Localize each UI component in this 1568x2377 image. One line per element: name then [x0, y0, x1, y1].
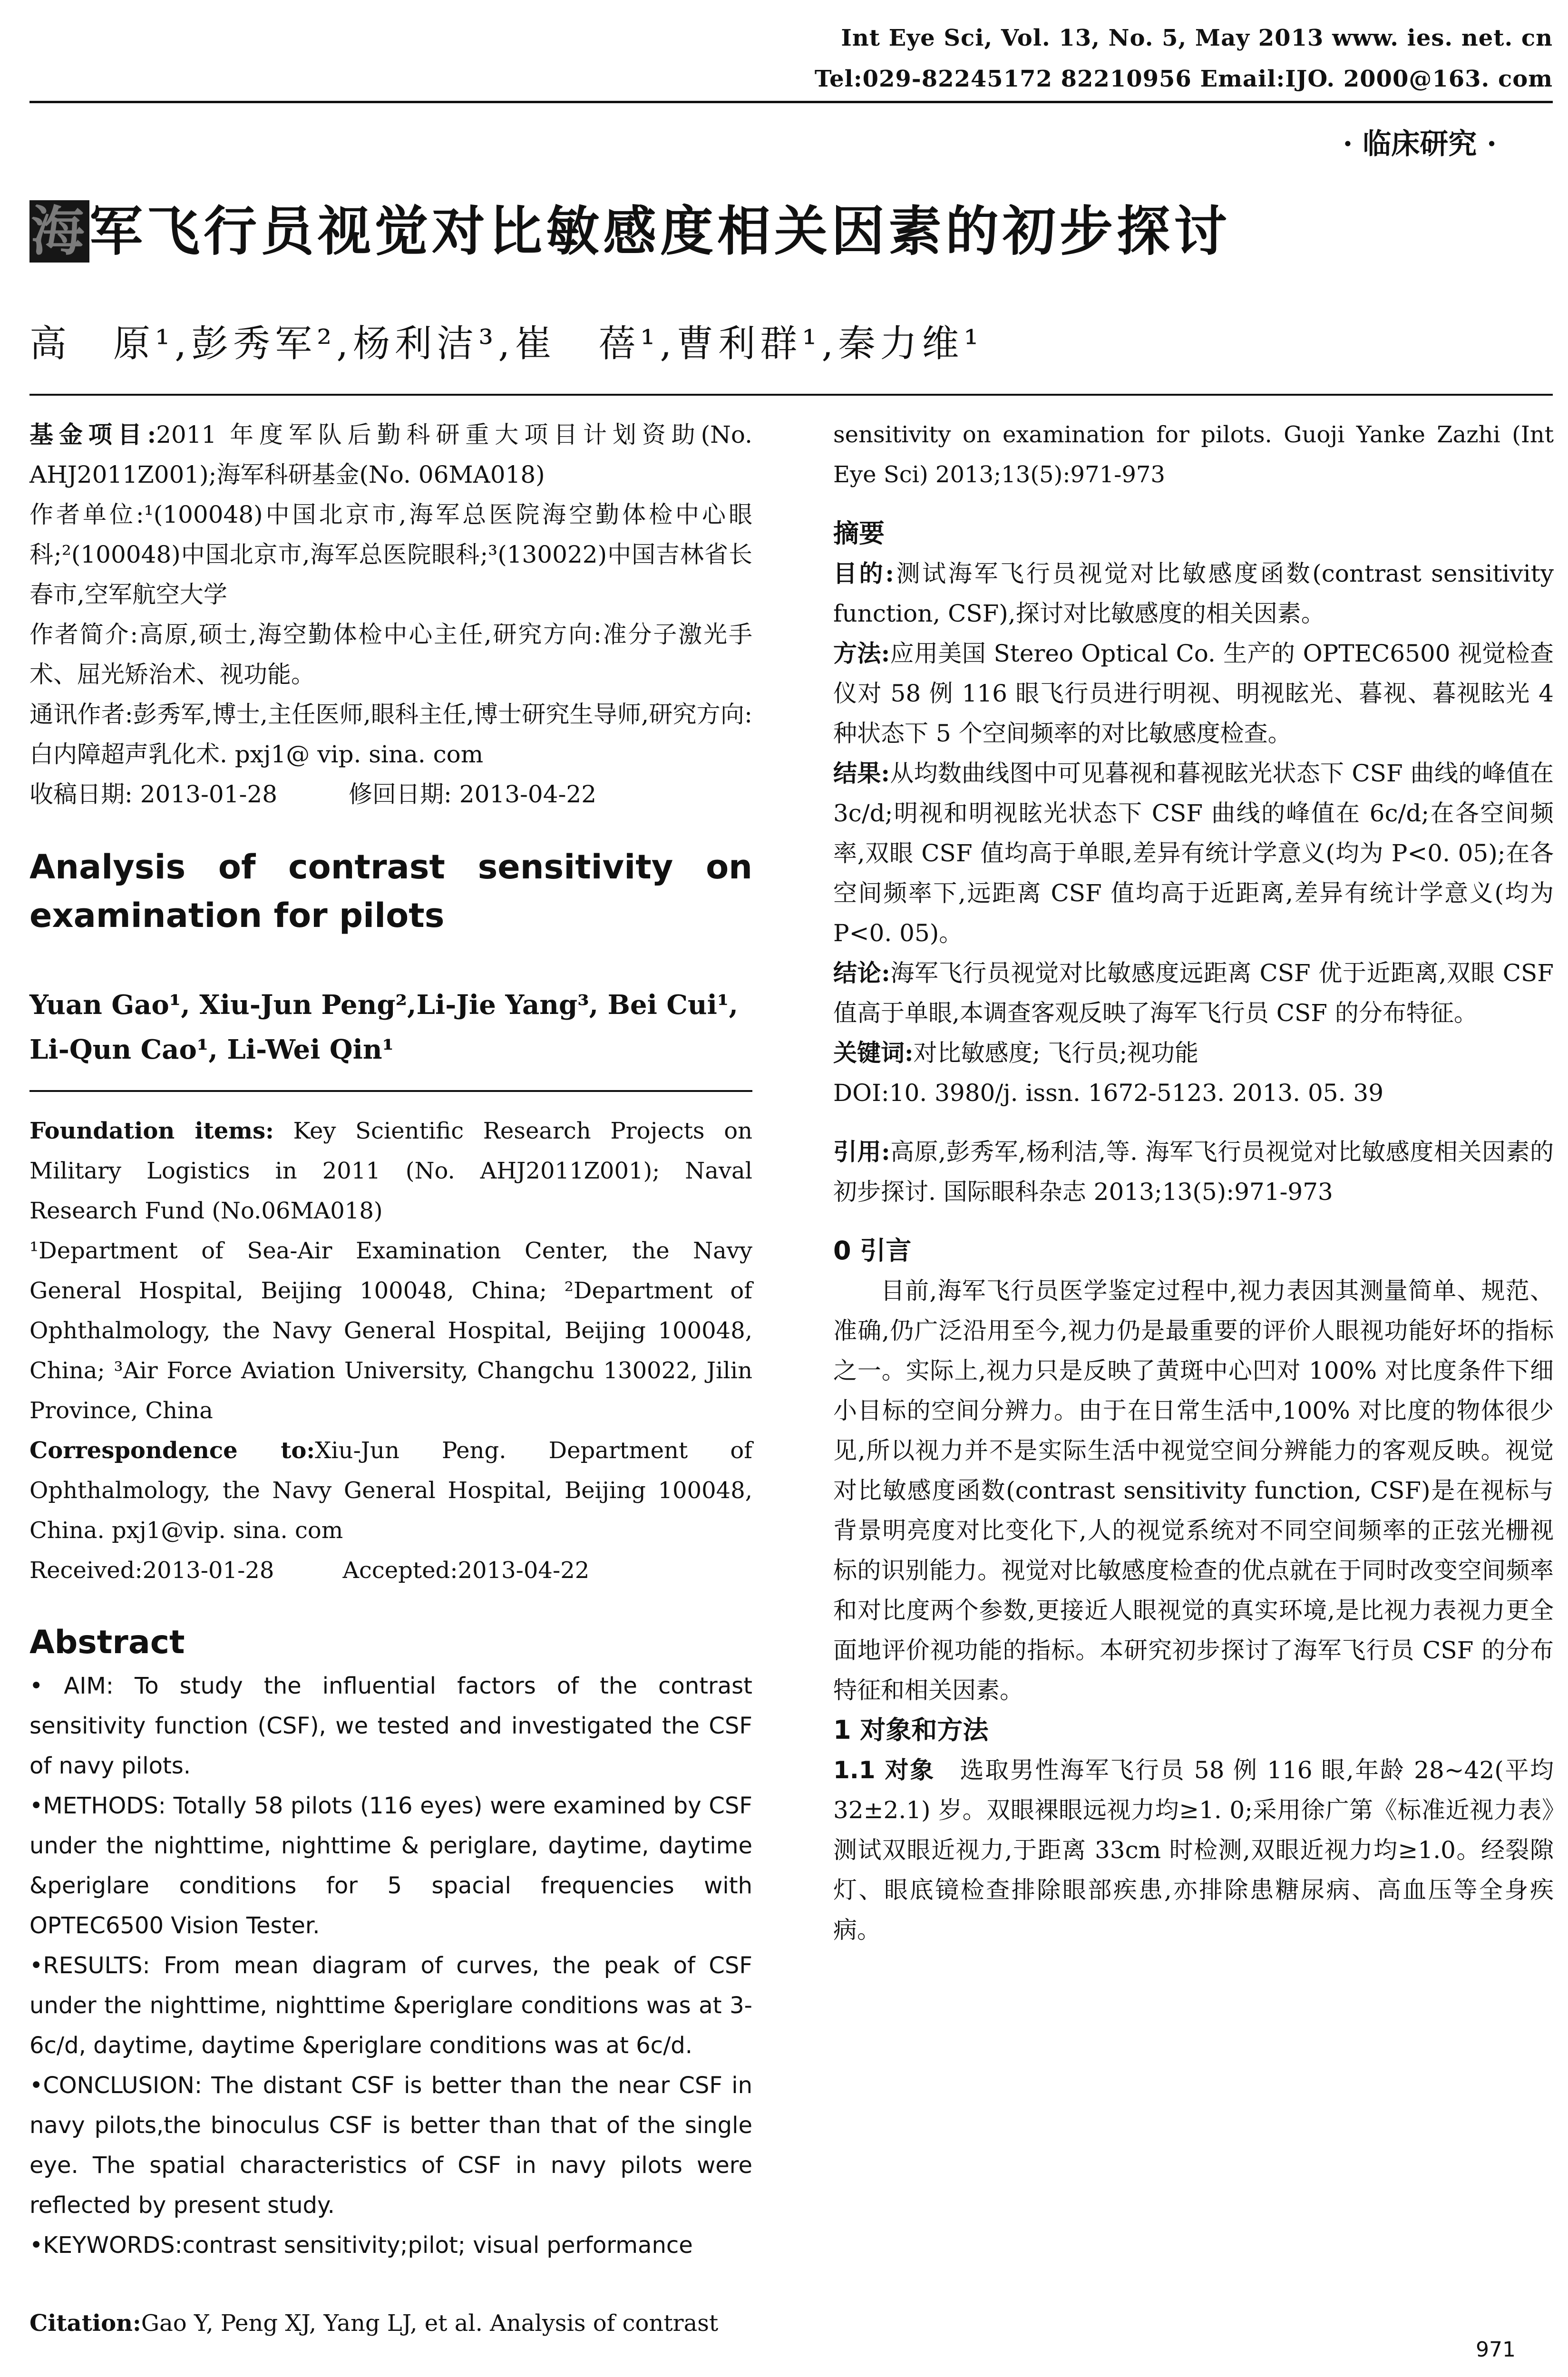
section-label: · 临床研究 ·: [1343, 127, 1497, 161]
subjects-label: 1.1 对象: [833, 1756, 935, 1784]
abstract-cn-methods: 方法:应用美国 Stereo Optical Co. 生产的 OPTEC6500 视觉检查仪对 58 例 116 眼飞行员进行明视、明视眩光、暮视、暮视眩光 4 种状态下 5 个空间频率的对比敏感度检查。: [833, 639, 1554, 747]
author-units: 作者单位:¹(100048)中国北京市,海军总医院海空勤体检中心眼科;²(100048)中国北京市,海军总医院眼科;³(130022)中国吉林省长春市,空军航空大学: [29, 501, 752, 608]
english-authors: Yuan Gao¹, Xiu-Jun Peng²,Li-Jie Yang³, Bei Cui¹, Li-Qun Cao¹, Li-Wei Qin¹: [29, 989, 738, 1065]
abstract-cn-results: 结果:从均数曲线图中可见暮视和暮视眩光状态下 CSF 曲线的峰值在 3c/d;明视和明视眩光状态下 CSF 曲线的峰值在 6c/d;在各空间频率,双眼 CSF 值均高于单眼,差异有统计学意义(均为 P<0. 05);在各空间频率下,远距离 CSF 值均高于近距离,差异有统计学意义(均为 P<0. 05)。: [833, 759, 1554, 947]
abstract-cn-keywords: 关键词:对比敏感度; 飞行员;视功能: [833, 1039, 1199, 1067]
funding-label: 基金项目:: [29, 420, 156, 448]
abstract-cn-conclusion: 结论:海军飞行员视觉对比敏感度远距离 CSF 优于近距离,双眼 CSF 值高于单眼,本调查客观反映了海军飞行员 CSF 的分布特征。: [833, 959, 1554, 1027]
subjects-paragraph: 1.1 对象 选取男性海军飞行员 58 例 116 眼,年龄 28~42(平均 32±2.1) 岁。双眼裸眼远视力均≥1. 0;采用徐广第《标准近视力表》测试双眼近视力,于距离 33cm 时检测,双眼近视力均≥1.0。经裂隙灯、眼底镜检查排除眼部疾患,亦排除患糖尿病、高血压等全身疾病。: [833, 1756, 1554, 1944]
abstract-results: •RESULTS: From mean diagram of curves, the peak of CSF under the nighttime, nighttime &periglare conditions was at 3-6c/d, daytime, daytime &periglare conditions was at 6c/d.: [29, 1952, 752, 2059]
journal-header-line: Int Eye Sci, Vol. 13, No. 5, May 2013 www. ies. net. cn: [841, 25, 1553, 51]
author-intro: 作者简介:高原,硕士,海空勤体检中心主任,研究方向:准分子激光手术、屈光矫治术、视功能。: [29, 621, 752, 688]
citation-english-continued: sensitivity on examination for pilots. Guoji Yanke Zazhi (Int Eye Sci) 2013;13(5):971-973: [833, 421, 1554, 488]
abstract-heading: Abstract: [29, 1624, 185, 1661]
doi: DOI:10. 3980/j. issn. 1672-5123. 2013. 05. 39: [833, 1079, 1384, 1107]
affiliations: ¹Department of Sea-Air Examination Center, the Navy General Hospital, Beijing 100048, China; ²Department of Ophthalmology, the Navy General Hospital, Beijing 100048, China; ³Air Force Aviation University, Changchu 130022, Jilin Province, China: [29, 1237, 752, 1424]
abstract-cn-aim: 目的:测试海军飞行员视觉对比敏感度函数(contrast sensitivity function, CSF),探讨对比敏感度的相关因素。: [833, 559, 1554, 627]
english-authors-divider: [29, 1090, 752, 1092]
foundation-items: Foundation items: Key Scientific Research Projects on Military Logistics in 2011 (No. AHJ2011Z001); Naval Research Fund (No.06MA018): [29, 1118, 752, 1224]
authors-chinese: 高 原¹,彭秀军²,杨利洁³,崔 蓓¹,曹利群¹,秦力维¹: [29, 322, 984, 365]
page-number: 971: [1476, 2338, 1516, 2362]
foundation-label: Foundation items:: [29, 1118, 274, 1144]
article-title: [29, 202, 1231, 261]
title-rest: 军飞行员视觉对比敏感度相关因素的初步探讨: [89, 200, 1231, 263]
corresponding-author: 通讯作者:彭秀军,博士,主任医师,眼科主任,博士研究生导师,研究方向:白内障超声乳化术. pxj1@ vip. sina. com: [29, 701, 752, 768]
citation-label: Citation:: [29, 2310, 141, 2337]
correspondence-label: Correspondence to:: [29, 1437, 315, 1464]
right-column: [833, 415, 1554, 1950]
intro-paragraph: 目前,海军飞行员医学鉴定过程中,视力表因其测量简单、规范、准确,仍广泛沿用至今,视力仍是最重要的评价人眼视功能好坏的指标之一。实际上,视力只是反映了黄斑中心凹对 100% 对比度条件下细小目标的空间分辨力。由于在日常生活中,100% 对比度的物体很少见,所以视力并不是实际生活中视觉空间分辨能力的客观反映。视觉对比敏感度函数(contrast sensitivity function, CSF)是在视标与背景明亮度对比变化下,人的视觉系统对不同空间频率的正弦光栅视标的识别能力。视觉对比敏感度检查的优点就在于同时改变空间频率和对比度两个参数,更接近人眼视觉的真实环境,是比视力表视力更全面地评价视功能的指标。本研究初步探讨了海军飞行员 CSF 的分布特征和相关因素。: [833, 1277, 1554, 1704]
abstract-cn-heading: 摘要: [833, 518, 885, 548]
intro-heading: 0 引言: [833, 1236, 912, 1266]
authors-divider: [29, 394, 1553, 396]
english-title: Analysis of contrast sensitivity on examination for pilots: [29, 848, 752, 935]
journal-contact-line: Tel:029-82245172 82210956 Email:IJO. 2000@163. com: [814, 66, 1553, 92]
abstract-methods: •METHODS: Totally 58 pilots (116 eyes) were examined by CSF under the nighttime, nighttime & periglare, daytime, daytime &periglare conditions for 5 spacial frequencies with OPTEC6500 Vision Tester.: [29, 1792, 752, 1939]
methods-heading: 1 对象和方法: [833, 1715, 989, 1745]
header-divider: [29, 101, 1553, 103]
title-first-char: 海: [29, 200, 89, 263]
abstract-keywords: •KEYWORDS:contrast sensitivity;pilot; visual performance: [29, 2232, 693, 2259]
received-accepted: Received:2013-01-28 Accepted:2013-04-22: [29, 1557, 590, 1584]
correspondence: Correspondence to:Xiu-Jun Peng. Department of Ophthalmology, the Navy General Hospital, Beijing 100048, China. pxj1@vip. sina. com: [29, 1437, 753, 1544]
received-dates: 收稿日期: 2013-01-28 修回日期: 2013-04-22: [29, 780, 597, 808]
abstract-conclusion: •CONCLUSION: The distant CSF is better than the near CSF in navy pilots,the binoculus CSF is better than that of the single eye. The spatial characteristics of CSF in navy pilots were reflected by present study.: [29, 2072, 752, 2219]
funding-note: 基金项目:2011 年度军队后勤科研重大项目计划资助(No. AHJ2011Z001);海军科研基金(No. 06MA018): [29, 420, 753, 488]
citation-english: Citation:Gao Y, Peng XJ, Yang LJ, et al. Analysis of contrast: [29, 2310, 719, 2337]
citation-chinese: 引用:高原,彭秀军,杨利洁,等. 海军飞行员视觉对比敏感度相关因素的初步探讨. 国际眼科杂志 2013;13(5):971-973: [833, 1138, 1554, 1206]
abstract-aim: • AIM: To study the influential factors of the contrast sensitivity function (CSF), we tested and investigated the CSF of navy pilots.: [29, 1673, 752, 1779]
left-column: [29, 415, 752, 2343]
